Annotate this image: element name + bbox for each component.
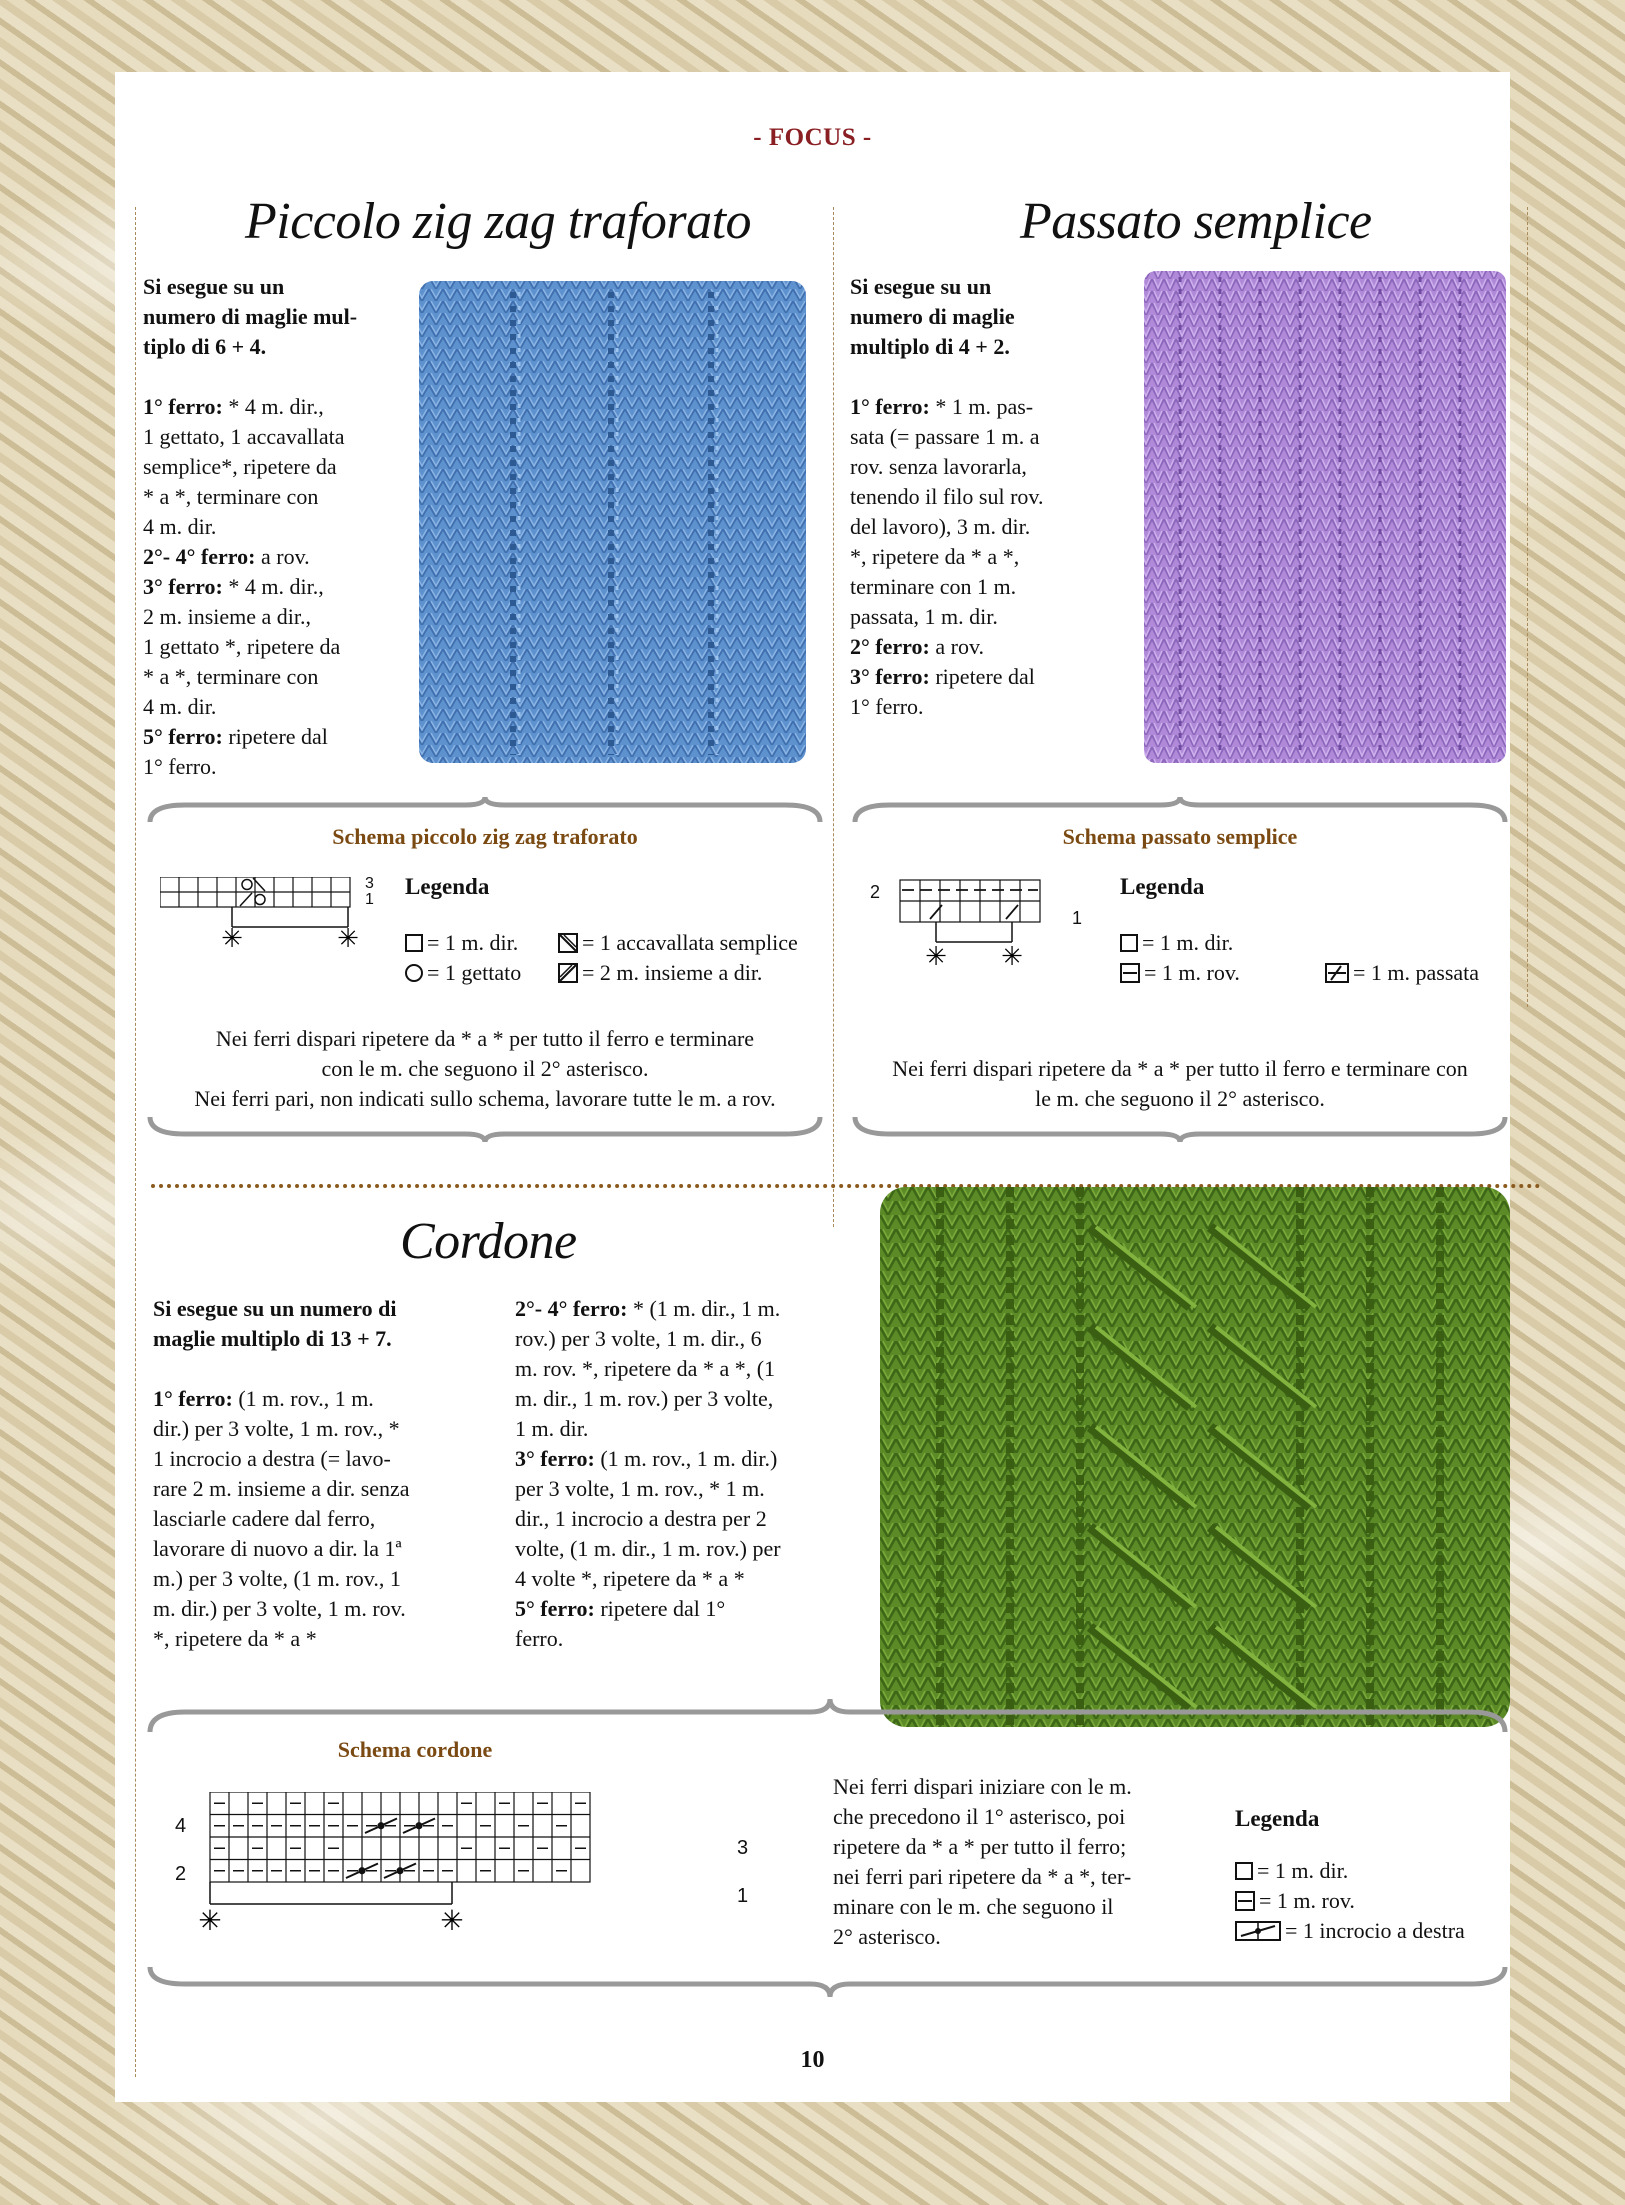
instruction-line: 1° ferro: * 1 m. pas- xyxy=(850,394,1034,419)
cordone-swatch-image xyxy=(880,1187,1510,1732)
zigzag-bracket-bottom xyxy=(145,1112,825,1142)
zigzag-legenda-title: Legenda xyxy=(405,874,490,899)
passato-legend xyxy=(1120,928,1240,988)
skp-icon xyxy=(558,933,578,953)
instruction-line: 1 m. dir. xyxy=(515,1416,589,1441)
right-border xyxy=(1527,207,1528,1007)
purl-stitch-icon xyxy=(1235,1891,1255,1911)
instruction-line: rov. senza lavorarla, xyxy=(850,454,1027,479)
cordone-note: Nei ferri dispari iniziare con le m. che precedono il 1° asterisco, poi ripetere da * a * per tutto il ferro; nei ferri pari ripetere da * a *, ter- minare con le m. che seguono il 2° asterisco. xyxy=(833,1774,1132,1949)
passato-bracket-bottom xyxy=(850,1112,1510,1142)
zigzag-swatch xyxy=(415,277,810,767)
instruction-line: 2°- 4° ferro: * (1 m. dir., 1 m. xyxy=(515,1296,781,1321)
cordone-intro: Si esegue su un numero di maglie multiplo di 13 + 7. xyxy=(153,1296,397,1351)
instruction-line: dir., 1 incrocio a destra per 2 xyxy=(515,1506,767,1531)
instruction-line: m. rov. *, ripetere da * a *, (1 xyxy=(515,1356,776,1381)
instruction-line: lasciarle cadere dal ferro, xyxy=(153,1506,376,1531)
zigzag-legend-2 xyxy=(558,928,798,988)
instruction-line: 2° ferro: a rov. xyxy=(850,634,985,659)
instruction-line: 5° ferro: ripetere dal 1° xyxy=(515,1596,726,1621)
passato-title: Passato semplice xyxy=(1020,193,1372,250)
instruction-line: dir.) per 3 volte, 1 m. rov., * xyxy=(153,1416,400,1441)
zigzag-note: Nei ferri dispari ripetere da * a * per tutto il ferro e terminare con le m. che seguono il 2° asterisco. Nei ferri pari, non indicati sullo schema, lavorare tutte le m. a rov. xyxy=(194,1026,776,1111)
cordone-instructions-col1 xyxy=(153,1294,483,1654)
legend-item-gettato: = 1 gettato xyxy=(405,958,521,988)
instruction-line: tenendo il filo sul rov. xyxy=(850,484,1044,509)
zigzag-chart-row-labels: 3 1 xyxy=(365,875,374,908)
passato-legend-2 xyxy=(1325,958,1479,988)
instruction-line: *, ripetere da * a *, xyxy=(850,544,1020,569)
instruction-line: 1° ferro. xyxy=(850,694,924,719)
cordone-schema-title: Schema cordone xyxy=(337,1737,493,1762)
instruction-line: m.) per 3 volte, (1 m. rov., 1 xyxy=(153,1566,401,1591)
instruction-line: 5° ferro: ripetere dal xyxy=(143,724,328,749)
passato-schema-title: Schema passato semplice xyxy=(1062,824,1298,849)
section-header: - FOCUS - xyxy=(753,124,872,151)
instruction-line: m. dir.) per 3 volte, 1 m. rov. xyxy=(153,1596,406,1621)
k2tog-icon xyxy=(558,963,578,983)
center-divider xyxy=(833,207,834,1227)
instruction-line: 3° ferro: * 4 m. dir., xyxy=(143,574,324,599)
instruction-line: m. dir., 1 m. rov.) per 3 volte, xyxy=(515,1386,774,1411)
passato-intro: Si esegue su un numero di maglie multiplo di 4 + 2. xyxy=(850,274,1015,359)
instruction-line: 4 m. dir. xyxy=(143,694,217,719)
instruction-line: rare 2 m. insieme a dir. senza xyxy=(153,1476,410,1501)
cordone-instructions-col2 xyxy=(515,1294,845,1654)
right-cross-icon xyxy=(1235,1921,1281,1941)
instruction-line: 1° ferro: * 4 m. dir., xyxy=(143,394,324,419)
legend-item-accavallata: = 1 accavallata semplice xyxy=(558,928,798,958)
legend-item-rov: = 1 m. rov. xyxy=(1120,958,1240,988)
instruction-line: 3° ferro: (1 m. rov., 1 m. dir.) xyxy=(515,1446,778,1471)
instruction-line: 2°- 4° ferro: a rov. xyxy=(143,544,310,569)
purl-stitch-icon xyxy=(1120,963,1140,983)
zigzag-title: Piccolo zig zag traforato xyxy=(245,193,752,250)
instruction-line: terminare con 1 m. xyxy=(850,574,1017,599)
instruction-line: 4 m. dir. xyxy=(143,514,217,539)
zigzag-bracket-top xyxy=(145,797,825,827)
zigzag-schema-title: Schema piccolo zig zag traforato xyxy=(332,824,638,849)
cordone-chart xyxy=(150,1792,610,1947)
svg-text:✳: ✳ xyxy=(337,924,359,954)
page-number: 10 xyxy=(800,2047,825,2073)
passato-note: Nei ferri dispari ripetere da * a * per tutto il ferro e terminare con le m. che seguono il 2° asterisco. xyxy=(892,1056,1468,1111)
knit-stitch-icon xyxy=(1235,1862,1253,1880)
svg-text:✳: ✳ xyxy=(198,1904,222,1937)
instruction-line: * a *, terminare con xyxy=(143,484,319,509)
instruction-line: del lavoro), 3 m. dir. xyxy=(850,514,1031,539)
instruction-line: 1 incrocio a destra (= lavo- xyxy=(153,1446,391,1471)
legend-item-rov: = 1 m. rov. xyxy=(1235,1886,1465,1916)
zigzag-legend xyxy=(405,928,521,988)
cordone-legend xyxy=(1235,1856,1465,1946)
instruction-line: ferro. xyxy=(515,1626,564,1651)
instruction-line: 4 volte *, ripetere da * a * xyxy=(515,1566,745,1591)
cordone-swatch xyxy=(880,1187,1510,1732)
svg-text:✳: ✳ xyxy=(1001,942,1023,972)
passato-swatch-image xyxy=(1140,267,1510,767)
instruction-line: rov.) per 3 volte, 1 m. dir., 6 xyxy=(515,1326,762,1351)
zigzag-instructions xyxy=(143,272,403,782)
passato-legenda-title: Legenda xyxy=(1120,874,1205,899)
slipped-stitch-icon xyxy=(1325,963,1349,983)
passato-instructions xyxy=(850,272,1095,722)
legend-item-dir: = 1 m. dir. xyxy=(1120,928,1240,958)
zigzag-swatch-image xyxy=(415,277,810,767)
passato-swatch xyxy=(1140,267,1510,767)
passato-chart-row-2: 2 xyxy=(870,882,881,902)
legend-item-passata: = 1 m. passata xyxy=(1325,958,1479,988)
cordone-legenda-title: Legenda xyxy=(1235,1806,1320,1831)
svg-text:✳: ✳ xyxy=(440,1904,464,1937)
knit-stitch-icon xyxy=(1120,934,1138,952)
instruction-line: per 3 volte, 1 m. rov., * 1 m. xyxy=(515,1476,765,1501)
instruction-line: 1 gettato, 1 accavallata xyxy=(143,424,345,449)
instruction-line: *, ripetere da * a * xyxy=(153,1626,317,1651)
yarn-over-icon xyxy=(405,964,423,982)
instruction-line: passata, 1 m. dir. xyxy=(850,604,998,629)
cordone-bracket-bottom xyxy=(145,1962,1510,2002)
knit-stitch-icon xyxy=(405,934,423,952)
passato-bracket-top xyxy=(850,797,1510,827)
instruction-line: 1 gettato *, ripetere da xyxy=(143,634,341,659)
cordone-chart-rows-left: 4 2 xyxy=(175,1815,187,1885)
passato-chart-row-1: 1 xyxy=(1072,908,1083,928)
instruction-line: 3° ferro: ripetere dal xyxy=(850,664,1035,689)
instruction-line: 1° ferro. xyxy=(143,754,217,779)
cordone-title: Cordone xyxy=(400,1213,577,1270)
legend-item-dir: = 1 m. dir. xyxy=(405,928,521,958)
instruction-line: lavorare di nuovo a dir. la 1ª xyxy=(153,1536,402,1561)
svg-text:✳: ✳ xyxy=(221,924,243,954)
legend-item-dir: = 1 m. dir. xyxy=(1235,1856,1465,1886)
instruction-line: 1° ferro: (1 m. rov., 1 m. xyxy=(153,1386,374,1411)
zigzag-intro: Si esegue su un numero di maglie mul- tiplo di 6 + 4. xyxy=(143,274,358,359)
legend-item-insieme: = 2 m. insieme a dir. xyxy=(558,958,798,988)
left-border xyxy=(135,207,136,2077)
instruction-line: volte, (1 m. dir., 1 m. rov.) per xyxy=(515,1536,781,1561)
legend-item-incrocio: = 1 incrocio a destra xyxy=(1235,1916,1465,1946)
cordone-chart-rows-right: 3 1 xyxy=(737,1837,749,1907)
instruction-line: * a *, terminare con xyxy=(143,664,319,689)
page xyxy=(115,72,1510,2102)
zigzag-chart xyxy=(160,877,400,972)
svg-text:✳: ✳ xyxy=(925,942,947,972)
instruction-line: sata (= passare 1 m. a xyxy=(850,424,1040,449)
instruction-line: 2 m. insieme a dir., xyxy=(143,604,312,629)
instruction-line: semplice*, ripetere da xyxy=(143,454,337,479)
cordone-bracket-top xyxy=(145,1697,1510,1737)
